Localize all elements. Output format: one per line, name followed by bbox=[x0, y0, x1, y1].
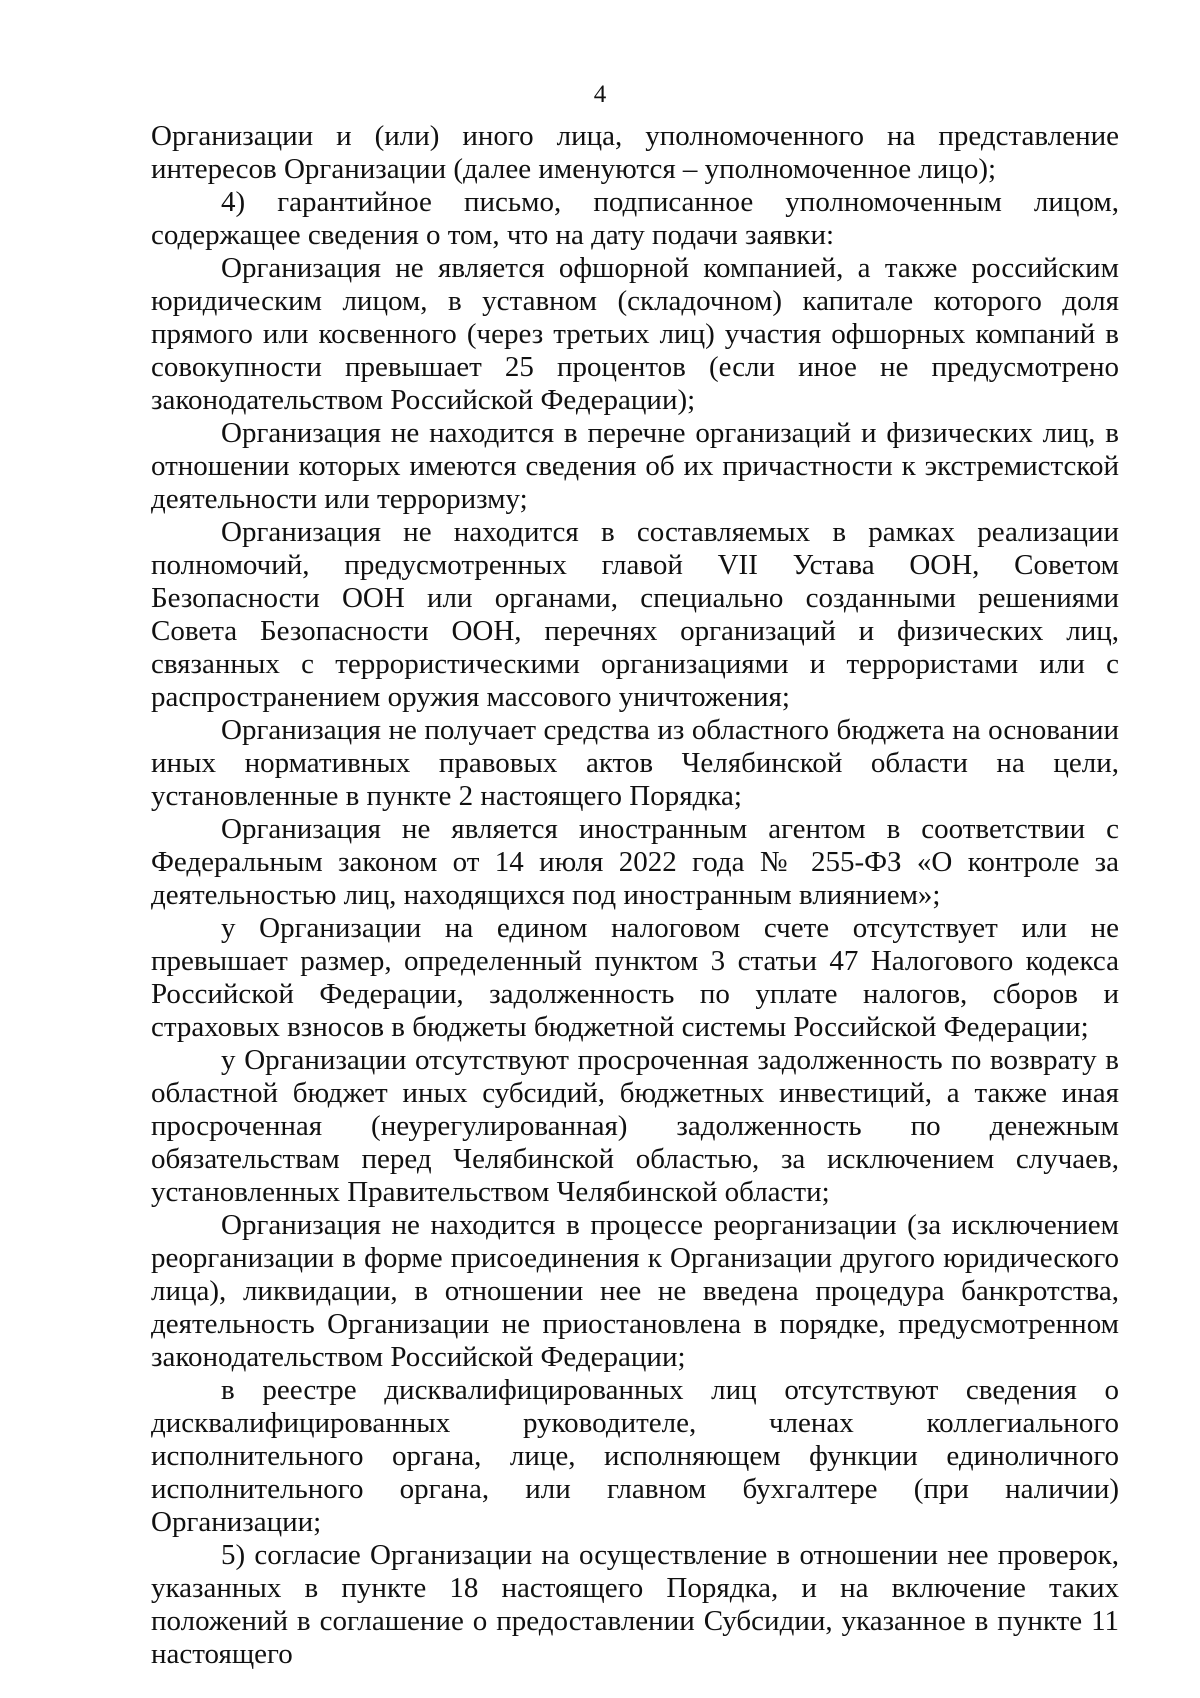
paragraph: у Организации отсутствуют просроченная задолженность по возврату в областной бюджет иных субсидий, бюджетных инвестиций, а также иная просроченная (неурегулированная) задолженность по денежным обязательствам перед Челябинской областью, за исключением случаев, установленных Правительством Челябинской области; bbox=[151, 1044, 1119, 1208]
page-number: 4 bbox=[593, 81, 607, 108]
paragraph: 5) согласие Организации на осуществление в отношении нее проверок, указанных в пункте 18 настоящего Порядка, и на включение таких положений в соглашение о предоставлении Субсидии, указанное в пункте 11 настоящего bbox=[151, 1539, 1119, 1670]
paragraph: у Организации на едином налоговом счете отсутствует или не превышает размер, определенный пунктом 3 статьи 47 Налогового кодекса Российской Федерации, задолженность по уплате налогов, сборов и страховых взносов в бюджеты бюджетной системы Российской Федерации; bbox=[151, 912, 1119, 1043]
paragraph: Организация не находится в процессе реорганизации (за исключением реорганизации в форме присоединения к Организации другого юридического лица), ликвидации, в отношении нее не введена процедура банкротства, деятельность Организации не приостановлена в порядке, предусмотренном законодательством Российской Федерации; bbox=[151, 1209, 1119, 1373]
paragraph: Организация не получает средства из областного бюджета на основании иных нормативных правовых актов Челябинской области на цели, установленные в пункте 2 настоящего Порядка; bbox=[151, 714, 1119, 812]
body-text bbox=[151, 120, 1119, 1671]
paragraph: Организации и (или) иного лица, уполномоченного на представление интересов Организации (далее именуются – уполномоченное лицо); bbox=[151, 120, 1119, 185]
paragraph: Организация не является офшорной компанией, а также российским юридическим лицом, в уставном (складочном) капитале которого доля прямого или косвенного (через третьих лиц) участия офшорных компаний в совокупности превышает 25 процентов (если иное не предусмотрено законодательством Российской Федерации); bbox=[151, 252, 1119, 416]
paragraph: Организация не находится в составляемых в рамках реализации полномочий, предусмотренных главой VII Устава ООН, Советом Безопасности ООН или органами, специально созданными решениями Совета Безопасности ООН, перечнях организаций и физических лиц, связанных с террористическими организациями и террористами или с распространением оружия массового уничтожения; bbox=[151, 516, 1119, 713]
paragraph: Организация не является иностранным агентом в соответствии с Федеральным законом от 14 июля 2022 года № 255-ФЗ «О контроле за деятельностью лиц, находящихся под иностранным влиянием»; bbox=[151, 813, 1119, 911]
paragraph: Организация не находится в перечне организаций и физических лиц, в отношении которых имеются сведения об их причастности к экстремистской деятельности или терроризму; bbox=[151, 417, 1119, 515]
paragraph: 4) гарантийное письмо, подписанное уполномоченным лицом, содержащее сведения о том, что на дату подачи заявки: bbox=[151, 186, 1119, 251]
paragraph: в реестре дисквалифицированных лиц отсутствуют сведения о дисквалифицированных руководителе, членах коллегиального исполнительного органа, лице, исполняющем функции единоличного исполнительного органа, или главном бухгалтере (при наличии) Организации; bbox=[151, 1374, 1119, 1538]
